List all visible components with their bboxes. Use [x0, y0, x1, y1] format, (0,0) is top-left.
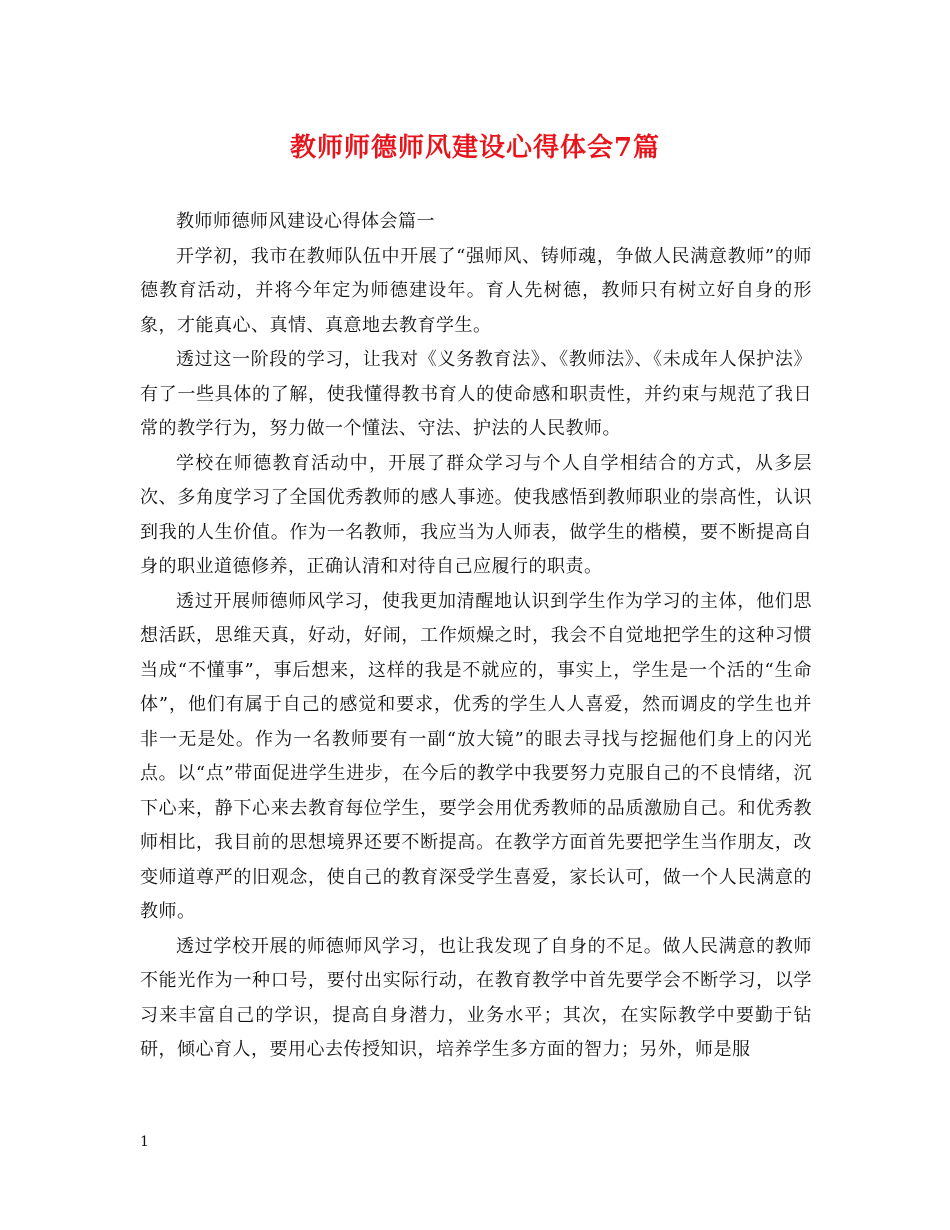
- section-heading: 教师师德师风建设心得体会篇一: [176, 211, 435, 232]
- paragraph: 学校在师德教育活动中，开展了群众学习与个人自学相结合的方式，从多层次、多角度学习了全国优秀教师的感人事迹。使我感悟到教师职业的崇高性，认识到我的人生价值。作为一名教师，我应当为人师表，做学生的楷模，要不断提高自身的职业道德修养，正确认清和对待自己应履行的职责。: [140, 452, 812, 577]
- paragraph: 透过这一阶段的学习，让我对《义务教育法》、《教师法》、《未成年人保护法》有了一些具体的了解，使我懂得教书育人的使命感和职责性，并约束与规范了我日常的教学行为，努力做一个懂法、守法、护法的人民教师。: [140, 349, 812, 439]
- paragraph: 开学初，我市在教师队伍中开展了“强师风、铸师魂，争做人民满意教师”的师德教育活动，并将今年定为师德建设年。育人先树德，教师只有树立好自身的形象，才能真心、真情、真意地去教育学生。: [140, 245, 812, 336]
- document-title: 教师师德师风建设心得体会7篇: [289, 133, 661, 163]
- document-body: [140, 205, 812, 1068]
- paragraph: 透过开展师德师风学习，使我更加清醒地认识到学生作为学习的主体，他们思想活跃，思维天真，好动，好闹，工作烦燥之时，我会不自觉地把学生的这种习惯当成“不懂事”，事后想来，这样的我是不就应的，事实上，学生是一个活的“生命体”，他们有属于自己的感觉和要求，优秀的学生人人喜爱，然而调皮的学生也并非一无是处。作为一名教师要有一副“放大镜”的眼去寻找与挖掘他们身上的闪光点。以“点”带面促进学生进步，在今后的教学中我要努力克服自己的不良情绪，沉下心来，静下心来去教育每位学生，要学会用优秀教师的品质激励自己。和优秀教师相比，我目前的思想境界还要不断提高。在教学方面首先要把学生当作朋友，改变师道尊严的旧观念，使自己的教育深受学生喜爱，家长认可，做一个人民满意的教师。: [140, 590, 812, 922]
- paragraph: 透过学校开展的师德师风学习，也让我发现了自身的不足。做人民满意的教师不能光作为一种口号，要付出实际行动，在教育教学中首先要学会不断学习，以学习来丰富自己的学识，提高自身潜力，业务水平；其次，在实际教学中要勤于钻研，倾心育人，要用心去传授知识，培养学生多方面的智力；另外，师是服: [140, 935, 812, 1060]
- page-number: 1: [140, 1134, 149, 1150]
